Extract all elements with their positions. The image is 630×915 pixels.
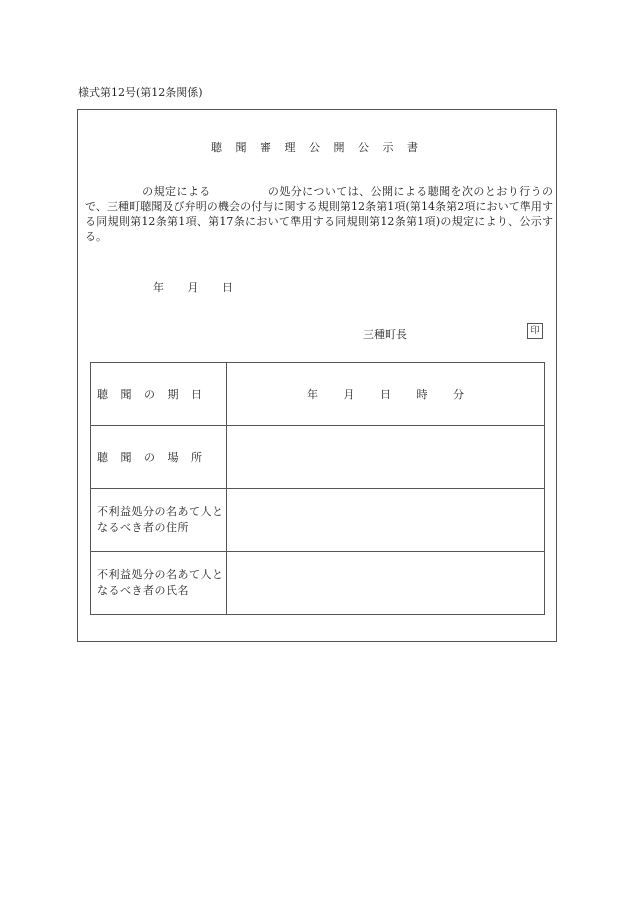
notice-body-text: の規定による の処分については、公開による聴聞を次のとおり行うので、三種町聴聞及び弁明の機会の付与に関する規則第12条第1項(第14条第2項において準用する同規則第12条第1項、第17条において準用する同規則第12条第1項)の規定により、公示する。 [85,185,553,243]
notice-date-line: 年 月 日 [153,281,233,294]
addressee-address-value [227,489,545,552]
document-title: 聴 聞 審 理 公 開 公 示 書 [211,141,423,154]
hearing-date-value: 年 月 日 時 分 [227,363,545,426]
addressee-address-label: 不利益処分の名あて人となるべき者の住所 [91,489,227,552]
notice-frame [77,109,557,642]
addressee-name-label: 不利益処分の名あて人となるべき者の氏名 [91,552,227,615]
issuer-name: 三種町長 [363,328,407,341]
hearing-place-label: 聴 聞 の 場 所 [91,426,227,489]
table-row-addressee-name [91,552,545,615]
table-row-addressee-address [91,489,545,552]
addressee-name-value [227,552,545,615]
table-row-hearing-date [91,363,545,426]
hearing-date-label: 聴 聞 の 期 日 [91,363,227,426]
form-number: 様式第12号(第12条関係) [78,86,203,99]
hearing-place-value [227,426,545,489]
hearing-info-table [90,362,545,615]
table-row-hearing-place [91,426,545,489]
seal-mark: 印 [527,323,543,339]
